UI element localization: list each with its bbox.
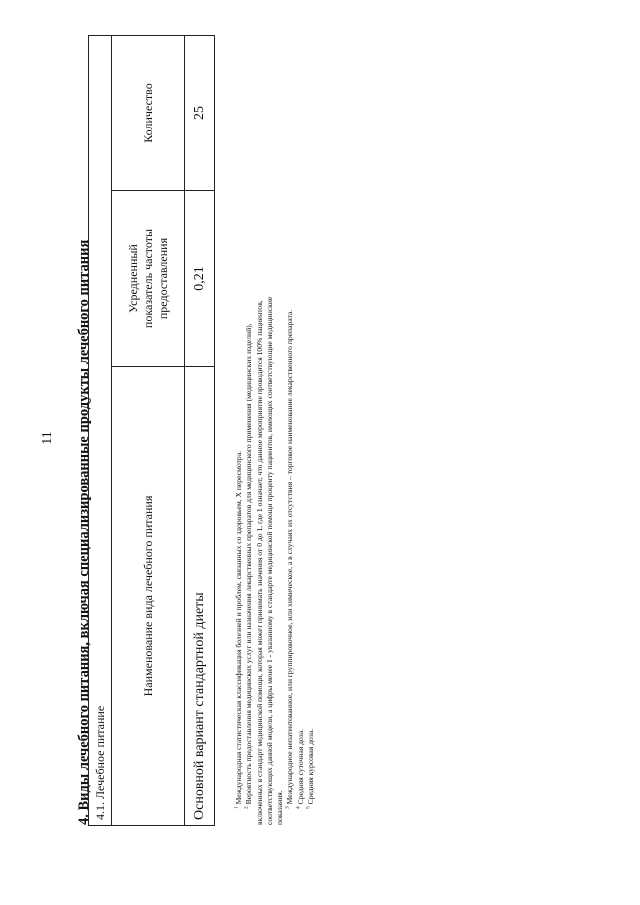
footnote-3 (285, 35, 295, 825)
footnote-mark: 1 (233, 806, 240, 809)
footnote-text: Международное непатентованное, или группировочное, или химическое, а в случаях их отсутствия – торговое наименование лекарственного препарата. (285, 309, 295, 805)
table-header-row (112, 35, 185, 825)
nutrition-table (88, 35, 215, 826)
header-quantity: Количество (112, 35, 185, 190)
footnote-text: Средняя курсовая доза. (306, 728, 316, 805)
footnote-text: Средняя суточная доза. (295, 728, 305, 805)
header-diet-name: Наименование вида лечебного питания (112, 367, 185, 826)
footnote-2-continued: показания. (275, 790, 285, 825)
footnote-mark: 4 (295, 806, 302, 809)
footnote-5 (306, 35, 316, 825)
cell-quantity: 25 (185, 35, 215, 190)
page-number: 11 (40, 431, 55, 445)
footnote-mark: 2 (243, 806, 250, 809)
table-subheading-row (89, 35, 112, 825)
header-frequency (112, 191, 185, 367)
footnotes (234, 35, 316, 825)
table-row (185, 35, 215, 825)
section-heading: 4. Виды лечебного питания, включая специализированные продукты лечебного питания (76, 239, 92, 825)
footnote-text: Вероятность предоставления медицинских услуг или назначения лекарственных препаратов для медицинского применения (медицинских изделий), (244, 323, 254, 805)
cell-diet-name: Основной вариант стандартной диеты (185, 367, 215, 826)
footnote-2-continued: включенных в стандарт медицинской помощи, которая может принимать значения от 0 до 1, где 1 означает, что данное мероприятие проводится 100% пациентов, (254, 300, 264, 825)
footnote-mark: 5 (305, 806, 312, 809)
footnote-text: Международная статистическая классификация болезней и проблем, связанных со здоровьем, X пересмотра. (234, 451, 243, 805)
footnote-mark: 3 (284, 806, 291, 809)
cell-frequency: 0,21 (185, 191, 215, 367)
footnote-4 (296, 35, 306, 825)
table-subheading: 4.1. Лечебное питание (89, 35, 112, 825)
footnote-2 (244, 35, 254, 825)
header-frequency-text: Усредненный показатель частоты предоставления (125, 228, 170, 329)
footnote-1 (234, 35, 244, 825)
footnote-2-continued: соответствующих данной модели, а цифры менее 1 - указанному в стандарте медицинской помощи проценту пациентов, имеющих соответствующие медицинские (264, 296, 274, 825)
